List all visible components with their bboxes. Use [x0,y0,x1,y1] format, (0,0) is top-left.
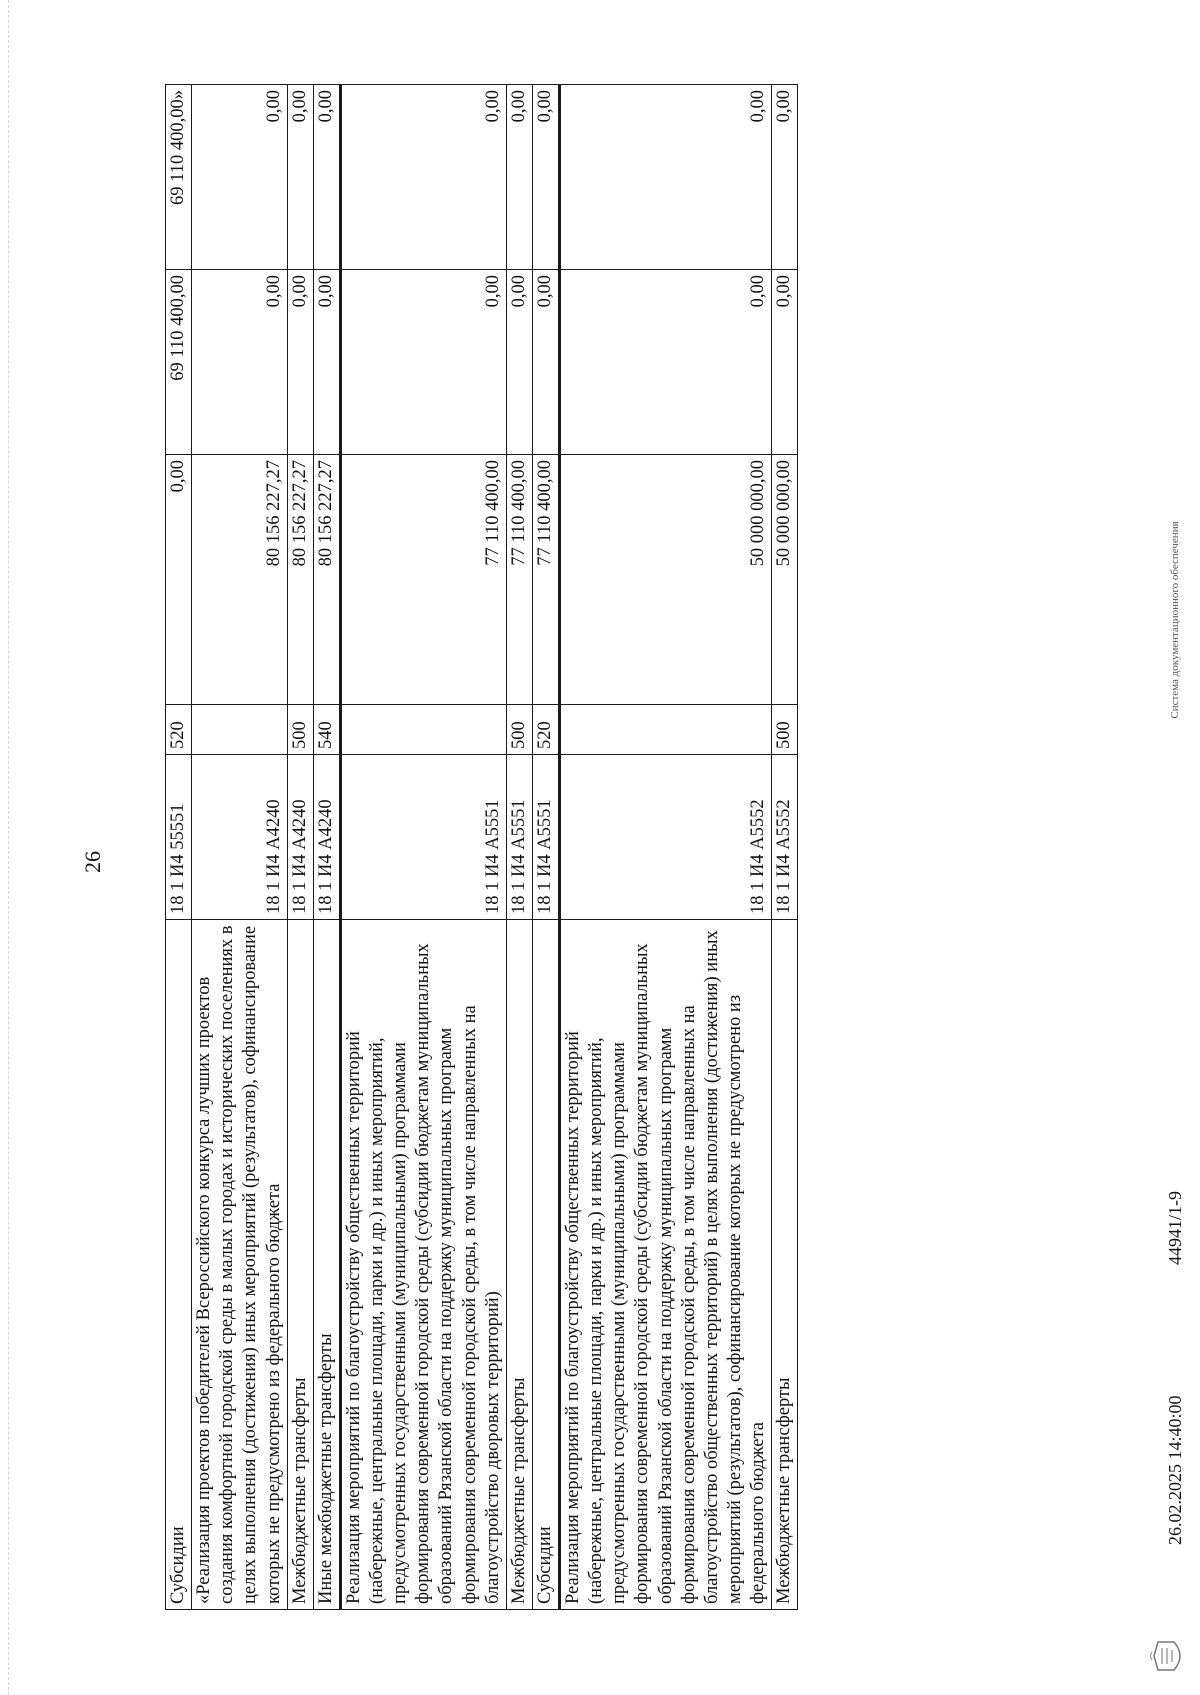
row-amount-1: 80 156 227,27 [192,455,288,705]
budget-table [165,84,798,1610]
row-code: 18 1 И4 А4240 [192,755,288,920]
row-amount-1: 50 000 000,00 [772,455,798,705]
row-amount-2: 69 110 400,00 [166,270,192,455]
row-name: Межбюджетные трансферты [772,920,798,1610]
row-amount-2: 0,00 [192,270,288,455]
scan-edge-line [8,0,10,1695]
row-amount-3: 0,00 [287,85,313,270]
row-amount-3: 69 110 400,00» [166,85,192,270]
row-amount-1: 77 110 400,00 [532,455,559,705]
row-amount-1: 80 156 227,27 [313,455,340,705]
row-amount-2: 0,00 [772,270,798,455]
row-amount-1: 77 110 400,00 [340,455,506,705]
table-row [532,85,559,1610]
row-amount-3: 0,00 [506,85,532,270]
row-amount-1: 0,00 [166,455,192,705]
footer-system-text: Система документационного обеспечения [1169,521,1181,719]
row-name: Межбюджетные трансферты [506,920,532,1610]
table-row [560,85,772,1610]
row-name: Субсидии [166,920,192,1610]
row-type [192,705,288,755]
row-type: 500 [287,705,313,755]
row-code: 18 1 И4 А5552 [772,755,798,920]
row-amount-2: 0,00 [287,270,313,455]
row-amount-2: 0,00 [532,270,559,455]
table-row [340,85,506,1610]
row-amount-3: 0,00 [192,85,288,270]
page-number: 26 [80,851,105,873]
table-row [192,85,288,1610]
row-amount-3: 0,00 [313,85,340,270]
row-name: Реализация мероприятий по благоустройству общественных территорий (набережные, центральные площади, парки и др.) и иных мероприятий, предусмотренных государственными (муниципальными) программами формирования современной городской среды (субсидии бюджетам муниципальных образований Рязанской области на поддержку муниципальных программ формирования современной городской среды, в том числе направленных на благоустройство дворовых территорий) [340,920,506,1610]
row-amount-3: 0,00 [340,85,506,270]
row-code: 18 1 И4 А5551 [340,755,506,920]
row-code: 18 1 И4 А4240 [287,755,313,920]
table-row [287,85,313,1610]
row-name: Иные межбюджетные трансферты [313,920,340,1610]
row-name: Субсидии [532,920,559,1610]
row-type: 520 [166,705,192,755]
row-amount-1: 50 000 000,00 [560,455,772,705]
footer-doc-id: 44941/1-9 [1165,1191,1185,1265]
row-type [560,705,772,755]
row-amount-3: 0,00 [532,85,559,270]
row-code: 18 1 И4 А5551 [532,755,559,920]
row-code: 18 1 И4 А4240 [313,755,340,920]
table-row [166,85,192,1610]
budget-table-body [166,85,798,1610]
row-type: 500 [506,705,532,755]
row-amount-2: 0,00 [313,270,340,455]
table-row [313,85,340,1610]
row-name: Реализация мероприятий по благоустройству общественных территорий (набережные, центральные площади, парки и др.) и иных мероприятий, предусмотренных государственными (муниципальными) программами формирования современной городской среды (субсидии бюджетам муниципальных образований Рязанской области на поддержку муниципальных программ формирования современной городской среды, в том числе направленных на благоустройство общественных территорий) в целях выполнения (достижения) иных мероприятий (результатов), софинансирование которых не предусмотрено из федерального бюджета [560,920,772,1610]
row-amount-3: 0,00 [772,85,798,270]
row-amount-1: 77 110 400,00 [506,455,532,705]
row-code: 18 1 И4 А5551 [506,755,532,920]
row-type: 500 [772,705,798,755]
row-name: Межбюджетные трансферты [287,920,313,1610]
row-amount-2: 0,00 [560,270,772,455]
row-amount-2: 0,00 [340,270,506,455]
row-code: 18 1 И4 А5552 [560,755,772,920]
table-row [506,85,532,1610]
footer-date: 26.02.2025 14:40:00 [1165,1395,1185,1545]
row-amount-2: 0,00 [506,270,532,455]
row-name: «Реализация проектов победителей Всероссийского конкурса лучших проектов создания комфортной городской среды в малых городах и исторических поселениях в целях выполнения (достижения) иных мероприятий (результатов), софинансирование которых не предусмотрено из федерального бюджета [192,920,288,1610]
row-amount-1: 80 156 227,27 [287,455,313,705]
row-type [340,705,506,755]
table-row [772,85,798,1610]
row-type: 520 [532,705,559,755]
row-amount-3: 0,00 [560,85,772,270]
row-type: 540 [313,705,340,755]
row-code: 18 1 И4 55551 [166,755,192,920]
coat-of-arms-icon [1150,1620,1190,1690]
